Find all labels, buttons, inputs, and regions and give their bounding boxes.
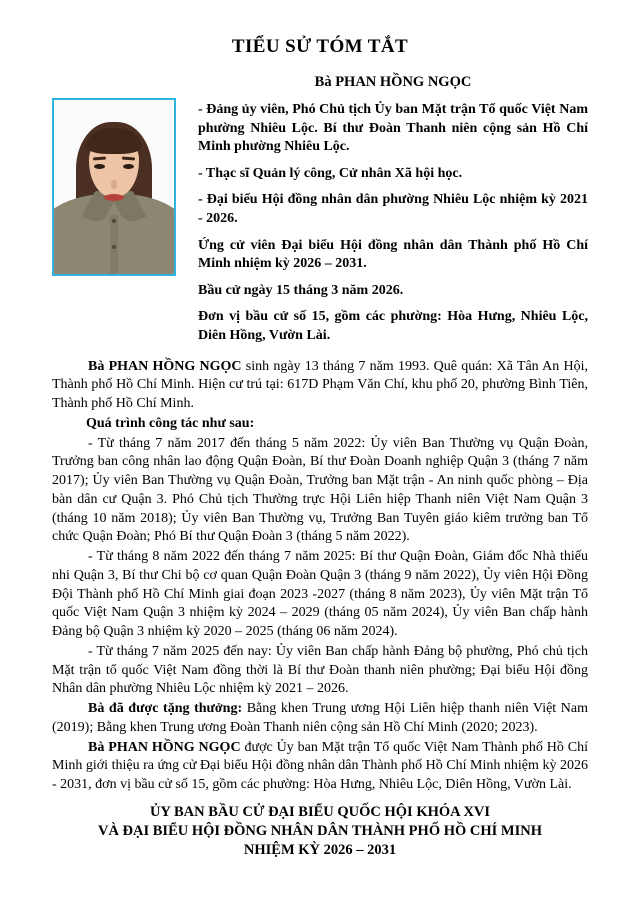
summary-bullet-3: - Đại biểu Hội đồng nhân dân phường Nhiêu Lộc nhiệm kỳ 2021 - 2026. — [198, 192, 588, 226]
portrait-illustration — [54, 100, 174, 274]
career-heading — [52, 415, 588, 434]
footer-line-1: ỦY BAN BẦU CỬ ĐẠI BIỂU QUỐC HỘI KHÓA XVI — [149, 803, 491, 820]
issuing-authority-footer — [52, 803, 588, 860]
awards-rest: Bằng khen Trung ương Hội Liên hiệp thanh niên Việt Nam (2019); Bằng khen Trung ương Đoàn Thanh niên cộng sản Hồ Chí Minh (2020; 2023). — [52, 701, 588, 735]
lips-shape — [104, 194, 124, 201]
header-block — [52, 73, 588, 346]
summary-constituency: Đơn vị bầu cử số 15, gồm các phường: Hòa Hưng, Nhiêu Lộc, Diên Hồng, Vườn Lài. — [198, 309, 588, 344]
candidate-photo — [52, 98, 176, 276]
body-text — [52, 358, 588, 795]
summary-column — [192, 73, 588, 346]
footer-line-3: NHIỆM KỲ 2026 – 2031 — [243, 841, 397, 858]
career-item-3: - Từ tháng 7 năm 2025 đến nay: Ủy viên Ban chấp hành Đảng bộ phường, Phó chủ tịch Mặt trận tổ quốc Việt Nam đồng thời là Bí thư Đoàn thanh niên phường; Đại biểu Hội đồng Nhân dân phường Nhiêu Lộc nhiệm kỳ 2021 – 2026. — [52, 643, 588, 697]
page-title: TIỂU SỬ TÓM TẮT — [231, 36, 409, 57]
summary-bullet-1: - Đảng ủy viên, Phó Chủ tịch Ủy ban Mặt trận Tổ quốc Việt Nam phường Nhiêu Lộc. Bí thư Đoàn Thanh niên cộng sản Hồ Chí Minh phường Nhiêu Lộc. — [198, 101, 588, 155]
summary-election-date: Bầu cử ngày 15 tháng 3 năm 2026. — [198, 282, 404, 298]
portrait-column — [52, 73, 192, 276]
summary-candidacy: Ứng cử viên Đại biểu Hội đồng nhân dân Thành phố Hồ Chí Minh nhiệm kỳ 2026 – 2031. — [198, 237, 588, 272]
career-item-1: - Từ tháng 7 năm 2017 đến tháng 5 năm 2022: Ủy viên Ban Thường vụ Quận Đoàn, Trưởng ban công nhân lao động Quận Đoàn, Bí thư Đoàn Doanh nghiệp Quận 3 (tháng 7 năm 2017); Ủy viên Ban Thường vụ Quận Đoàn, Trưởng ban Mặt trận - An ninh quốc phòng – Địa bàn dân cư Quận 3. Phó Chủ tịch Thường trực Hội Liên hiệp Thanh niên Việt Nam Quận 3 (tháng 10 năm 2018); Ủy viên Ban Thường vụ, Trưởng Ban Tuyên giáo kiêm trưởng ban Tổ chức Quận Đoàn; Phó Bí thư Quận Đoàn 3 (tháng 5 năm 2022). — [52, 435, 588, 545]
nose-shape — [111, 180, 117, 189]
awards-lead: Bà đã được tặng thưởng: — [88, 701, 243, 717]
subject-name: Bà PHAN HỒNG NGỌC — [314, 73, 472, 90]
career-item-2: - Từ tháng 8 năm 2022 đến tháng 7 năm 2025: Bí thư Quận Đoàn, Giám đốc Nhà thiếu nhi Quận 3, Bí thư Chi bộ cơ quan Quận Đoàn Quận 3 (tháng 9 năm 2022), Ủy viên Hội Đồng Đội Thành phố Hồ Chí Minh giai đoạn 2023 -2027 (tháng 8 năm 2023), Ủy viên Mặt trận Tổ quốc Việt Nam Quận 3 nhiệm kỳ 2024 – 2029 (tháng 05 năm 2024), Ủy viên Ban chấp hành Đảng bộ Quận 3 nhiệm kỳ 2020 – 2025 (tháng 06 năm 2024). — [52, 549, 588, 640]
personal-info-rest: sinh ngày 13 tháng 7 năm 1993. Quê quán: Xã Tân An Hội, Thành phố Hồ Chí Minh. Hiện cư trú tại: 617D Phạm Văn Chí, khu phố 20, phường Bình Tiên, Thành phố Hồ Chí Minh. — [52, 358, 588, 412]
shirt-placket-shape — [110, 215, 118, 274]
nomination-paragraph — [52, 739, 588, 795]
summary-bullet-2: - Thạc sĩ Quản lý công, Cử nhân Xã hội học. — [198, 165, 463, 181]
personal-info-lead: Bà PHAN HỒNG NGỌC — [88, 358, 242, 374]
nomination-rest: được Ủy ban Mặt trận Tổ quốc Việt Nam Thành phố Hồ Chí Minh giới thiệu ra ứng cử Đại biểu Hội đồng nhân dân Thành phố Hồ Chí Minh nhiệm kỳ 2026 - 2031, đơn vị bầu cử số 15, gồm các phường: Hòa Hưng, Nhiêu Lộc, Diên Hồng, Vườn Lài. — [52, 739, 589, 793]
nomination-lead: Bà PHAN HỒNG NGỌC — [88, 739, 241, 755]
personal-info-paragraph — [52, 358, 588, 414]
awards-paragraph — [52, 700, 588, 738]
footer-line-2: VÀ ĐẠI BIỂU HỘI ĐỒNG NHÂN DÂN THÀNH PHỐ HỒ CHÍ MINH — [97, 822, 543, 839]
career-heading-label: Quá trình công tác như sau: — [86, 415, 255, 431]
